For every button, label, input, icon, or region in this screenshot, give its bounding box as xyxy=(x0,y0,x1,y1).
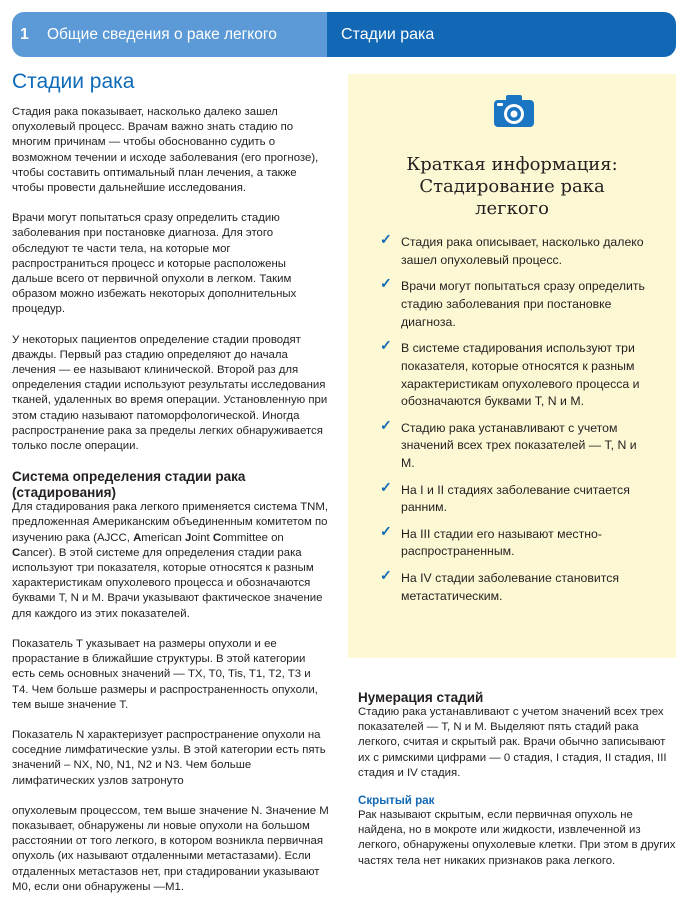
t-category-paragraph: Показатель T указывает на размеры опухоли и ее прорастание в ближайшие структуры. В этой категории есть семь основных значений — TX, T0, Tis, T1, T2, T3 и T4. Чем больше размеры и распространенность опухоли, тем выше значение T. xyxy=(12,637,318,711)
checkmark-icon: ✓ xyxy=(380,275,392,292)
staging-twice-paragraph: У некоторых пациентов определение стадии проводят дважды. Первый раз стадию определяют до начала лечения — ее называют клинической. Второй раз для определения стадии используют результаты исследования тканей, удаленных во время операции. Установленную при этом стадию называют патоморфологической. Иногда распространение рака за пределы легких обнаруживается только после операции. xyxy=(12,333,328,453)
occult-cancer-paragraph: Рак называют скрытым, если первичная опухоль не найдена, но в мокроте или жидкости, извлеченной из легкого, обнаружены опухолевые клетки. При этом в других частях тела нет никаких признаков рака легкого. xyxy=(358,809,676,867)
summary-item: ✓ Стадию рака устанавливают с учетом значений всех трех показателей — T, N и M. xyxy=(380,416,637,471)
camera-icon xyxy=(493,94,535,128)
summary-item: ✓ На IV стадии заболевание становится метастатическим. xyxy=(380,566,620,603)
checkmark-icon: ✓ xyxy=(380,416,392,433)
chapter-title: Общие сведения о раке легкого xyxy=(47,25,277,43)
summary-list xyxy=(380,231,650,614)
summary-item: ✓ В системе стадирования используют три показателя, которые относятся к разным характеристикам опухолевого процесса и обозначаются буквами T, N и M. xyxy=(380,336,640,409)
summary-item: ✓ Стадия рака описывает, насколько далеко зашел опухолевый процесс. xyxy=(380,231,644,267)
summary-item: ✓ На I и II стадиях заболевание считается ранним. xyxy=(380,478,630,515)
checkmark-icon: ✓ xyxy=(380,231,392,247)
intro-paragraph: Стадия рака показывает, насколько далеко зашел опухолевый процесс. Врачам важно знать стадию по многим причинам — чтобы обоснованно судить о возможном течении и исходе заболевания (его прогнозе), чтобы составить оптимальный план лечения, а также чтобы провести дальнейшие исследования. xyxy=(12,106,319,195)
chapter-number: 1 xyxy=(20,25,29,43)
checkmark-icon: ✓ xyxy=(380,336,392,353)
section-tab: Стадии рака xyxy=(327,12,676,57)
diagnosis-paragraph: Врачи могут попытаться сразу определить стадию заболевания при постановке диагноза. Для этого обследуют те части тела, на которые мог распространиться процесс и которые расположены дальше всего от первичной опухоли в легком. Таким образом можно избежать некоторых дополнительных процедур. xyxy=(12,212,297,316)
occult-cancer-heading: Скрытый рак xyxy=(358,794,435,808)
numbering-paragraph: Стадию рака устанавливают с учетом значений всех трех показателей — T, N и M. Выделяют пять стадий рака легкого, считая и скрытый рак. Врачи обычно записывают их с римскими цифрами — 0 стадия, I стадия, II стадия, III стадия и IV стадия. xyxy=(358,706,667,779)
summary-item: ✓ Врачи могут попытаться сразу определить стадию заболевания при постановке диагноза. xyxy=(380,275,645,329)
checkmark-icon: ✓ xyxy=(380,522,392,539)
chapter-tab xyxy=(12,12,327,57)
n-category-paragraph: Показатель N характеризует распространение опухоли на соседние лимфатические узлы. В этой категории есть пять значений – NX, N0, N1, N2 и N3. Чем больше лимфатических узлов затронуто xyxy=(12,728,326,787)
summary-item: ✓ На III стадии его называют местно-распространенным. xyxy=(380,522,602,559)
side-text-column xyxy=(358,690,676,869)
summary-title: Краткая информация: Стадирование рака легкого xyxy=(406,154,618,219)
main-text-column xyxy=(12,105,330,910)
checkmark-icon: ✓ xyxy=(380,566,392,583)
numbering-heading: Нумерация стадий xyxy=(358,690,484,705)
chapter-banner xyxy=(12,12,676,57)
summary-box xyxy=(348,74,676,658)
tnm-paragraph: Для стадирования рака легкого применяется система TNM, предложенная Американским объединенным комитетом по изучению рака (AJCC, American Joint Committee on Cancer). В этой системе для определения стадии рака используют три показателя, которые относятся к разным характеристикам опухолевого процесса и обозначаются буквами T, N и M. Врачи указывают фактическое значение для каждого из этих показателей. xyxy=(12,501,329,620)
m-category-paragraph: опухолевым процессом, тем выше значение N. Значение M показывает, обнаружены ли новые опухоли на большом расстоянии от того легкого, в котором возникла первичная опухоль (их называют отдаленными метастазами). Если отдаленных метастазов нет, при стадировании указывают M0, если они обнаружены —M1. xyxy=(12,804,329,893)
page-title: Стадии рака xyxy=(12,70,135,93)
checkmark-icon: ✓ xyxy=(380,478,392,495)
tnm-section-heading: Система определения стадии рака (стадирования) xyxy=(12,469,246,500)
